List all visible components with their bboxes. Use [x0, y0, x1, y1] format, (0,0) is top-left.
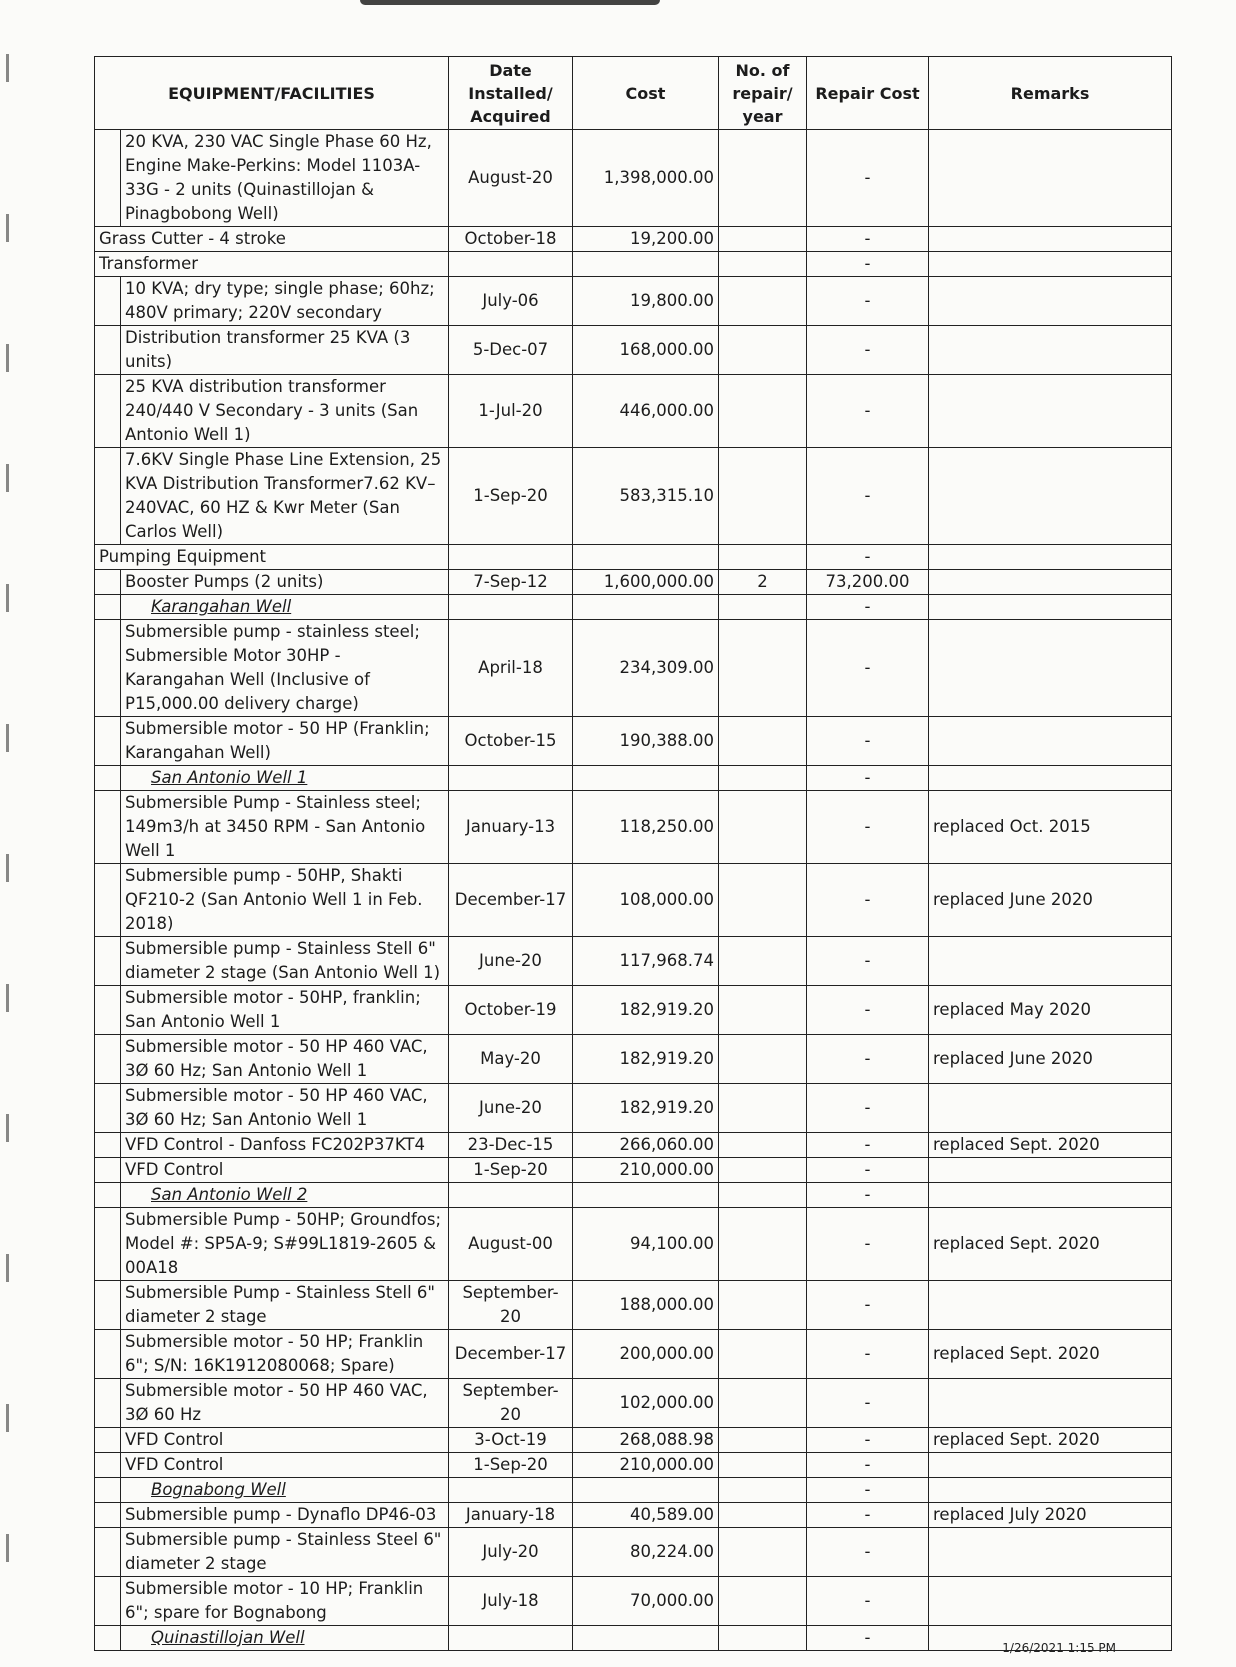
- cost-value: 446,000.00: [573, 375, 719, 448]
- indent-cell: [95, 1084, 121, 1133]
- indent-cell: [95, 375, 121, 448]
- cost-value: 94,100.00: [573, 1208, 719, 1281]
- cost-value: 108,000.00: [573, 864, 719, 937]
- repair-cost-value: -: [807, 1281, 929, 1330]
- remarks-text: [929, 1158, 1172, 1183]
- date-installed: 5-Dec-07: [449, 326, 573, 375]
- equipment-description: VFD Control: [121, 1453, 449, 1478]
- repair-count: [719, 986, 807, 1035]
- repair-count: [719, 130, 807, 227]
- repair-count: [719, 595, 807, 620]
- date-installed: January-13: [449, 791, 573, 864]
- cost-value: 190,388.00: [573, 717, 719, 766]
- repair-count: [719, 1626, 807, 1651]
- remarks-text: [929, 570, 1172, 595]
- cost-value: 182,919.20: [573, 1035, 719, 1084]
- repair-cost-value: -: [807, 277, 929, 326]
- table-row: [95, 1208, 1172, 1281]
- date-installed: [449, 252, 573, 277]
- cost-value: 210,000.00: [573, 1453, 719, 1478]
- table-row: [95, 130, 1172, 227]
- date-installed: June-20: [449, 1084, 573, 1133]
- scan-artifact: [6, 214, 9, 242]
- cost-value: [573, 595, 719, 620]
- table-row: [95, 375, 1172, 448]
- repair-count: [719, 1453, 807, 1478]
- table-row: [95, 448, 1172, 545]
- indent-cell: [95, 717, 121, 766]
- scan-artifact: [6, 1114, 9, 1142]
- cost-value: 19,200.00: [573, 227, 719, 252]
- equipment-description: VFD Control: [121, 1428, 449, 1453]
- cost-value: 168,000.00: [573, 326, 719, 375]
- equipment-category: Grass Cutter - 4 stroke: [95, 227, 449, 252]
- table-row: [95, 1158, 1172, 1183]
- repair-cost-value: -: [807, 620, 929, 717]
- remarks-text: [929, 277, 1172, 326]
- remarks-text: [929, 375, 1172, 448]
- indent-cell: [95, 1577, 121, 1626]
- repair-cost-value: -: [807, 326, 929, 375]
- remarks-text: replaced Sept. 2020: [929, 1330, 1172, 1379]
- table-row: [95, 1478, 1172, 1503]
- indent-cell: [95, 277, 121, 326]
- table-row: [95, 1428, 1172, 1453]
- indent-cell: [95, 130, 121, 227]
- equipment-description: 20 KVA, 230 VAC Single Phase 60 Hz, Engine Make-Perkins: Model 1103A-33G - 2 units (Quinastillojan & Pinagbobong Well): [121, 130, 449, 227]
- cost-value: 210,000.00: [573, 1158, 719, 1183]
- remarks-text: [929, 1453, 1172, 1478]
- equipment-table: [94, 56, 1172, 1651]
- header-repair-cost: Repair Cost: [807, 57, 929, 130]
- date-installed: [449, 1183, 573, 1208]
- repair-cost-value: -: [807, 1208, 929, 1281]
- date-installed: June-20: [449, 937, 573, 986]
- repair-cost-value: -: [807, 1330, 929, 1379]
- equipment-description: VFD Control: [121, 1158, 449, 1183]
- repair-count: [719, 620, 807, 717]
- repair-cost-value: -: [807, 1453, 929, 1478]
- repair-count: [719, 1208, 807, 1281]
- table-row: [95, 570, 1172, 595]
- indent-cell: [95, 1133, 121, 1158]
- header-date-installed: Date Installed/ Acquired: [449, 57, 573, 130]
- remarks-text: replaced May 2020: [929, 986, 1172, 1035]
- repair-count: 2: [719, 570, 807, 595]
- table-row: [95, 766, 1172, 791]
- repair-count: [719, 448, 807, 545]
- table-row: [95, 1183, 1172, 1208]
- equipment-description: Submersible Pump - Stainless steel; 149m3/h at 3450 RPM - San Antonio Well 1: [121, 791, 449, 864]
- scan-artifact: [6, 344, 9, 372]
- equipment-rows: [95, 130, 1172, 1651]
- indent-cell: [95, 937, 121, 986]
- cost-value: 188,000.00: [573, 1281, 719, 1330]
- table-row: [95, 545, 1172, 570]
- repair-cost-value: -: [807, 375, 929, 448]
- scan-artifact: [6, 854, 9, 882]
- cost-value: 1,600,000.00: [573, 570, 719, 595]
- date-installed: July-18: [449, 1577, 573, 1626]
- date-installed: December-17: [449, 864, 573, 937]
- date-installed: [449, 545, 573, 570]
- indent-cell: [95, 1035, 121, 1084]
- cost-value: [573, 1183, 719, 1208]
- table-row: [95, 1133, 1172, 1158]
- cost-value: 102,000.00: [573, 1379, 719, 1428]
- remarks-text: replaced Oct. 2015: [929, 791, 1172, 864]
- date-installed: 1-Sep-20: [449, 448, 573, 545]
- date-installed: 1-Jul-20: [449, 375, 573, 448]
- repair-cost-value: -: [807, 1428, 929, 1453]
- repair-count: [719, 937, 807, 986]
- date-installed: [449, 1478, 573, 1503]
- equipment-description: Submersible motor - 50HP, franklin; San Antonio Well 1: [121, 986, 449, 1035]
- cost-value: 19,800.00: [573, 277, 719, 326]
- remarks-text: replaced Sept. 2020: [929, 1428, 1172, 1453]
- remarks-text: [929, 1478, 1172, 1503]
- cost-value: 200,000.00: [573, 1330, 719, 1379]
- indent-cell: [95, 570, 121, 595]
- indent-cell: [95, 1281, 121, 1330]
- remarks-text: replaced Sept. 2020: [929, 1133, 1172, 1158]
- remarks-text: [929, 227, 1172, 252]
- indent-cell: [95, 1626, 121, 1651]
- remarks-text: [929, 620, 1172, 717]
- equipment-description: Submersible Pump - 50HP; Groundfos; Model #: SP5A-9; S#99L1819-2605 & 00A18: [121, 1208, 449, 1281]
- header-equipment: EQUIPMENT/FACILITIES: [95, 57, 449, 130]
- repair-count: [719, 766, 807, 791]
- scan-artifact: [6, 54, 9, 82]
- table-row: [95, 326, 1172, 375]
- repair-count: [719, 1183, 807, 1208]
- equipment-description: Submersible motor - 10 HP; Franklin 6"; spare for Bognabong: [121, 1577, 449, 1626]
- repair-count: [719, 1528, 807, 1577]
- scan-artifact: [6, 724, 9, 752]
- repair-cost-value: -: [807, 1133, 929, 1158]
- date-installed: August-20: [449, 130, 573, 227]
- date-installed: 1-Sep-20: [449, 1453, 573, 1478]
- repair-cost-value: -: [807, 766, 929, 791]
- repair-count: [719, 717, 807, 766]
- repair-cost-value: -: [807, 595, 929, 620]
- indent-cell: [95, 595, 121, 620]
- well-location-label: San Antonio Well 2: [121, 1183, 449, 1208]
- scan-artifact: [6, 1404, 9, 1432]
- repair-count: [719, 1281, 807, 1330]
- repair-count: [719, 227, 807, 252]
- date-installed: 3-Oct-19: [449, 1428, 573, 1453]
- repair-cost-value: -: [807, 545, 929, 570]
- remarks-text: [929, 766, 1172, 791]
- remarks-text: [929, 1183, 1172, 1208]
- repair-count: [719, 326, 807, 375]
- remarks-text: [929, 1528, 1172, 1577]
- date-installed: [449, 766, 573, 791]
- scan-artifact: [6, 1254, 9, 1282]
- remarks-text: [929, 937, 1172, 986]
- scan-left-margin-marks: [6, 24, 12, 1584]
- cost-value: 117,968.74: [573, 937, 719, 986]
- repair-cost-value: -: [807, 1478, 929, 1503]
- table-row: [95, 620, 1172, 717]
- repair-count: [719, 1084, 807, 1133]
- repair-count: [719, 277, 807, 326]
- repair-cost-value: -: [807, 864, 929, 937]
- well-location-label: San Antonio Well 1: [121, 766, 449, 791]
- table-row: [95, 937, 1172, 986]
- table-row: [95, 1035, 1172, 1084]
- table-row: [95, 791, 1172, 864]
- indent-cell: [95, 1330, 121, 1379]
- date-installed: August-00: [449, 1208, 573, 1281]
- repair-cost-value: -: [807, 986, 929, 1035]
- table-row: [95, 1379, 1172, 1428]
- remarks-text: [929, 545, 1172, 570]
- repair-count: [719, 1428, 807, 1453]
- equipment-description: Submersible pump - Stainless Steel 6" diameter 2 stage: [121, 1528, 449, 1577]
- equipment-category: Transformer: [95, 252, 449, 277]
- remarks-text: [929, 717, 1172, 766]
- scan-artifact: [6, 1534, 9, 1562]
- repair-cost-value: -: [807, 130, 929, 227]
- repair-count: [719, 1330, 807, 1379]
- equipment-description: Submersible motor - 50 HP (Franklin; Karangahan Well): [121, 717, 449, 766]
- header-remarks: Remarks: [929, 57, 1172, 130]
- table-row: [95, 252, 1172, 277]
- date-installed: December-17: [449, 1330, 573, 1379]
- equipment-description: Submersible Pump - Stainless Stell 6" diameter 2 stage: [121, 1281, 449, 1330]
- header-cost: Cost: [573, 57, 719, 130]
- repair-count: [719, 791, 807, 864]
- remarks-text: replaced Sept. 2020: [929, 1208, 1172, 1281]
- date-installed: [449, 595, 573, 620]
- repair-cost-value: -: [807, 1035, 929, 1084]
- repair-cost-value: -: [807, 252, 929, 277]
- indent-cell: [95, 1158, 121, 1183]
- well-location-label: Quinastillojan Well: [121, 1626, 449, 1651]
- remarks-text: [929, 130, 1172, 227]
- remarks-text: replaced June 2020: [929, 864, 1172, 937]
- repair-cost-value: -: [807, 717, 929, 766]
- repair-cost-value: -: [807, 791, 929, 864]
- table-row: [95, 1453, 1172, 1478]
- date-installed: July-06: [449, 277, 573, 326]
- date-installed: September-20: [449, 1379, 573, 1428]
- table-row: [95, 1503, 1172, 1528]
- date-installed: October-19: [449, 986, 573, 1035]
- repair-count: [719, 1133, 807, 1158]
- cost-value: 80,224.00: [573, 1528, 719, 1577]
- indent-cell: [95, 1453, 121, 1478]
- date-installed: October-15: [449, 717, 573, 766]
- date-installed: January-18: [449, 1503, 573, 1528]
- equipment-description: Submersible motor - 50 HP; Franklin 6"; S/N: 16K1912080068; Spare): [121, 1330, 449, 1379]
- equipment-description: 7.6KV Single Phase Line Extension, 25 KVA Distribution Transformer7.62 KV–240VAC, 60 HZ & Kwr Meter (San Carlos Well): [121, 448, 449, 545]
- scan-artifact: [6, 464, 9, 492]
- repair-cost-value: -: [807, 448, 929, 545]
- equipment-description: Submersible motor - 50 HP 460 VAC, 3Ø 60 Hz; San Antonio Well 1: [121, 1084, 449, 1133]
- indent-cell: [95, 1478, 121, 1503]
- remarks-text: [929, 252, 1172, 277]
- repair-count: [719, 1035, 807, 1084]
- cost-value: [573, 545, 719, 570]
- remarks-text: [929, 448, 1172, 545]
- remarks-text: [929, 1084, 1172, 1133]
- equipment-description: 25 KVA distribution transformer 240/440 V Secondary - 3 units (San Antonio Well 1): [121, 375, 449, 448]
- cost-value: 1,398,000.00: [573, 130, 719, 227]
- equipment-description: Submersible motor - 50 HP 460 VAC, 3Ø 60 Hz; San Antonio Well 1: [121, 1035, 449, 1084]
- equipment-description: Booster Pumps (2 units): [121, 570, 449, 595]
- indent-cell: [95, 620, 121, 717]
- equipment-description: 10 KVA; dry type; single phase; 60hz; 480V primary; 220V secondary: [121, 277, 449, 326]
- cost-value: 40,589.00: [573, 1503, 719, 1528]
- indent-cell: [95, 1208, 121, 1281]
- repair-cost-value: -: [807, 1084, 929, 1133]
- table-row: [95, 1528, 1172, 1577]
- table-row: [95, 1330, 1172, 1379]
- header-repairs-per-year: No. of repair/ year: [719, 57, 807, 130]
- well-location-label: Bognabong Well: [121, 1478, 449, 1503]
- cost-value: [573, 1478, 719, 1503]
- indent-cell: [95, 766, 121, 791]
- repair-count: [719, 252, 807, 277]
- date-installed: July-20: [449, 1528, 573, 1577]
- table-row: [95, 277, 1172, 326]
- cost-value: 234,309.00: [573, 620, 719, 717]
- cost-value: [573, 252, 719, 277]
- print-timestamp: 1/26/2021 1:15 PM: [1002, 1641, 1116, 1655]
- table-row: [95, 986, 1172, 1035]
- date-installed: October-18: [449, 227, 573, 252]
- repair-cost-value: -: [807, 937, 929, 986]
- date-installed: 23-Dec-15: [449, 1133, 573, 1158]
- equipment-description: VFD Control - Danfoss FC202P37KT4: [121, 1133, 449, 1158]
- indent-cell: [95, 1528, 121, 1577]
- date-installed: 1-Sep-20: [449, 1158, 573, 1183]
- indent-cell: [95, 1503, 121, 1528]
- indent-cell: [95, 864, 121, 937]
- indent-cell: [95, 986, 121, 1035]
- scan-artifact: [6, 984, 9, 1012]
- indent-cell: [95, 326, 121, 375]
- repair-count: [719, 1577, 807, 1626]
- table-row: [95, 864, 1172, 937]
- indent-cell: [95, 791, 121, 864]
- scan-edge-mark: [360, 0, 660, 5]
- table-row: [95, 717, 1172, 766]
- remarks-text: [929, 1577, 1172, 1626]
- well-location-label: Karangahan Well: [121, 595, 449, 620]
- repair-count: [719, 1503, 807, 1528]
- date-installed: May-20: [449, 1035, 573, 1084]
- cost-value: [573, 766, 719, 791]
- repair-cost-value: -: [807, 1503, 929, 1528]
- cost-value: 268,088.98: [573, 1428, 719, 1453]
- repair-cost-value: 73,200.00: [807, 570, 929, 595]
- table-row: [95, 1084, 1172, 1133]
- table-row: [95, 595, 1172, 620]
- remarks-text: [929, 1379, 1172, 1428]
- remarks-text: [929, 1281, 1172, 1330]
- date-installed: [449, 1626, 573, 1651]
- date-installed: 7-Sep-12: [449, 570, 573, 595]
- equipment-description: Submersible pump - Dynaflo DP46-03: [121, 1503, 449, 1528]
- equipment-category: Pumping Equipment: [95, 545, 449, 570]
- repair-cost-value: -: [807, 1577, 929, 1626]
- equipment-description: Submersible motor - 50 HP 460 VAC, 3Ø 60 Hz: [121, 1379, 449, 1428]
- cost-value: 182,919.20: [573, 986, 719, 1035]
- cost-value: [573, 1626, 719, 1651]
- repair-count: [719, 545, 807, 570]
- repair-cost-value: -: [807, 1158, 929, 1183]
- indent-cell: [95, 1379, 121, 1428]
- equipment-description: Submersible pump - Stainless Stell 6" diameter 2 stage (San Antonio Well 1): [121, 937, 449, 986]
- cost-value: 118,250.00: [573, 791, 719, 864]
- repair-cost-value: -: [807, 227, 929, 252]
- indent-cell: [95, 1183, 121, 1208]
- equipment-description: Submersible pump - 50HP, Shakti QF210-2 (San Antonio Well 1 in Feb. 2018): [121, 864, 449, 937]
- repair-cost-value: -: [807, 1379, 929, 1428]
- equipment-description: Distribution transformer 25 KVA (3 units): [121, 326, 449, 375]
- equipment-description: Submersible pump - stainless steel; Submersible Motor 30HP - Karangahan Well (Inclusive of P15,000.00 delivery charge): [121, 620, 449, 717]
- remarks-text: [929, 595, 1172, 620]
- repair-cost-value: -: [807, 1528, 929, 1577]
- date-installed: September-20: [449, 1281, 573, 1330]
- date-installed: April-18: [449, 620, 573, 717]
- remarks-text: replaced June 2020: [929, 1035, 1172, 1084]
- equipment-inventory-page: [94, 56, 1171, 1651]
- cost-value: 266,060.00: [573, 1133, 719, 1158]
- repair-count: [719, 1158, 807, 1183]
- table-row: [95, 227, 1172, 252]
- cost-value: 583,315.10: [573, 448, 719, 545]
- scan-artifact: [6, 584, 9, 612]
- repair-cost-value: -: [807, 1183, 929, 1208]
- indent-cell: [95, 448, 121, 545]
- table-row: [95, 1577, 1172, 1626]
- indent-cell: [95, 1428, 121, 1453]
- cost-value: 182,919.20: [573, 1084, 719, 1133]
- repair-count: [719, 864, 807, 937]
- repair-count: [719, 1379, 807, 1428]
- remarks-text: replaced July 2020: [929, 1503, 1172, 1528]
- remarks-text: [929, 326, 1172, 375]
- repair-cost-value: -: [807, 1626, 929, 1651]
- cost-value: 70,000.00: [573, 1577, 719, 1626]
- repair-count: [719, 375, 807, 448]
- repair-count: [719, 1478, 807, 1503]
- table-row: [95, 1281, 1172, 1330]
- header-row: [95, 57, 1172, 130]
